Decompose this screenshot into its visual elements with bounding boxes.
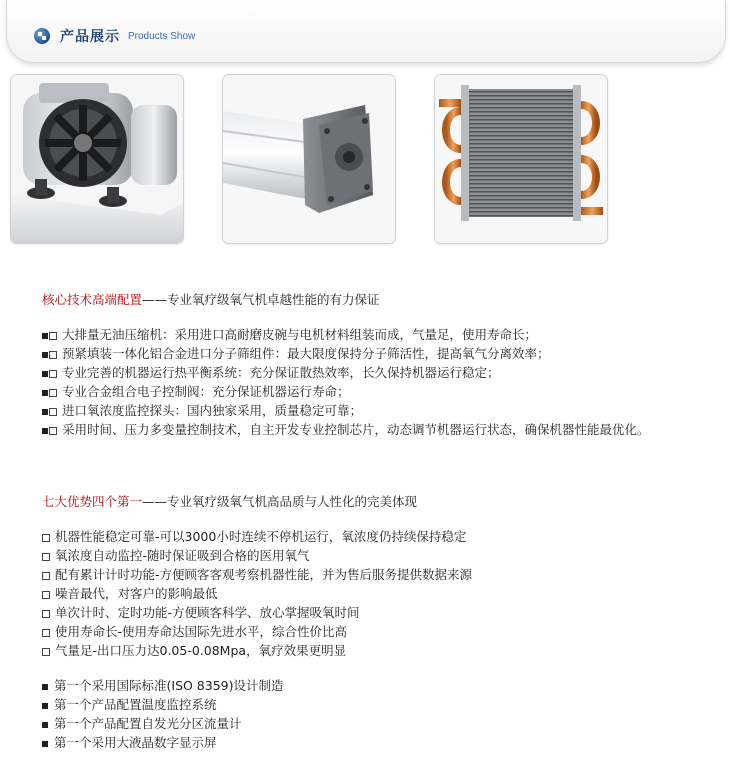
list-item: 机器性能稳定可靠-可以3000小时连续不停机运行，氧浓度仍持续保持稳定 xyxy=(42,527,692,546)
list-item: 采用时间、压力多变量控制技术，自主开发专业控制芯片，动态调节机器运行状态，确保机器性能最优化。 xyxy=(42,420,692,439)
list-item: 氧浓度自动监控-随时保证吸到合格的医用氧气 xyxy=(42,546,692,565)
heading-rest: ——专业氧疗级氧气机高品质与人性化的完美体现 xyxy=(142,494,418,509)
list-item: 配有累计计时功能-方便顾客客观考察机器性能，并为售后服务提供数据来源 xyxy=(42,565,692,584)
list-item: 第一个采用大液晶数字显示屏 xyxy=(42,733,692,752)
list-item: 噪音最代，对客户的影响最低 xyxy=(42,584,692,603)
list-item: 使用寿命长-使用寿命达国际先进水平，综合性价比高 xyxy=(42,622,692,641)
section-core-tech xyxy=(42,290,692,309)
globe-logo-icon xyxy=(34,28,50,44)
heading-highlight: 核心技术高端配置 xyxy=(42,292,143,307)
list-item: 专业合金组合电子控制阀：充分保证机器运行寿命； xyxy=(42,382,692,401)
section-heading xyxy=(42,492,692,511)
list-item: 单次计时、定时功能-方便顾客科学、放心掌握吸氧时间 xyxy=(42,603,692,622)
list-item: 第一个产品配置自发光分区流量计 xyxy=(42,714,692,733)
list-item: 第一个产品配置温度监控系统 xyxy=(42,695,692,714)
sieve-tube-photo xyxy=(222,74,396,244)
section-advantages xyxy=(42,492,692,511)
list-item: 大排量无油压缩机：采用进口高耐磨皮碗与电机材料组装而成，气量足，使用寿命长； xyxy=(42,325,692,344)
heading-rest: ——专业氧疗级氧气机卓越性能的有力保证 xyxy=(142,292,380,307)
page-title: 产品展示 xyxy=(60,29,120,45)
section-header xyxy=(34,24,195,48)
section-heading xyxy=(42,290,692,309)
advantages-list xyxy=(42,527,692,660)
firsts-list xyxy=(42,676,692,752)
list-item: 进口氧浓度监控探头：国内独家采用，质量稳定可靠； xyxy=(42,401,692,420)
list-item: 第一个采用国际标准(ISO 8359)设计制造 xyxy=(42,676,692,695)
core-tech-list xyxy=(42,325,692,439)
page-subtitle: Products Show xyxy=(128,30,196,42)
compressor-photo xyxy=(10,74,184,244)
list-item: 气量足-出口压力达0.05-0.08Mpa，氧疗效果更明显 xyxy=(42,641,692,660)
heading-highlight: 七大优势四个第一 xyxy=(42,494,143,509)
radiator-photo xyxy=(434,74,608,244)
list-item: 预紧填装一体化铝合金进口分子筛组件：最大限度保持分子筛活性，提高氧气分离效率； xyxy=(42,344,692,363)
list-item: 专业完善的机器运行热平衡系统：充分保证散热效率，长久保持机器运行稳定； xyxy=(42,363,692,382)
